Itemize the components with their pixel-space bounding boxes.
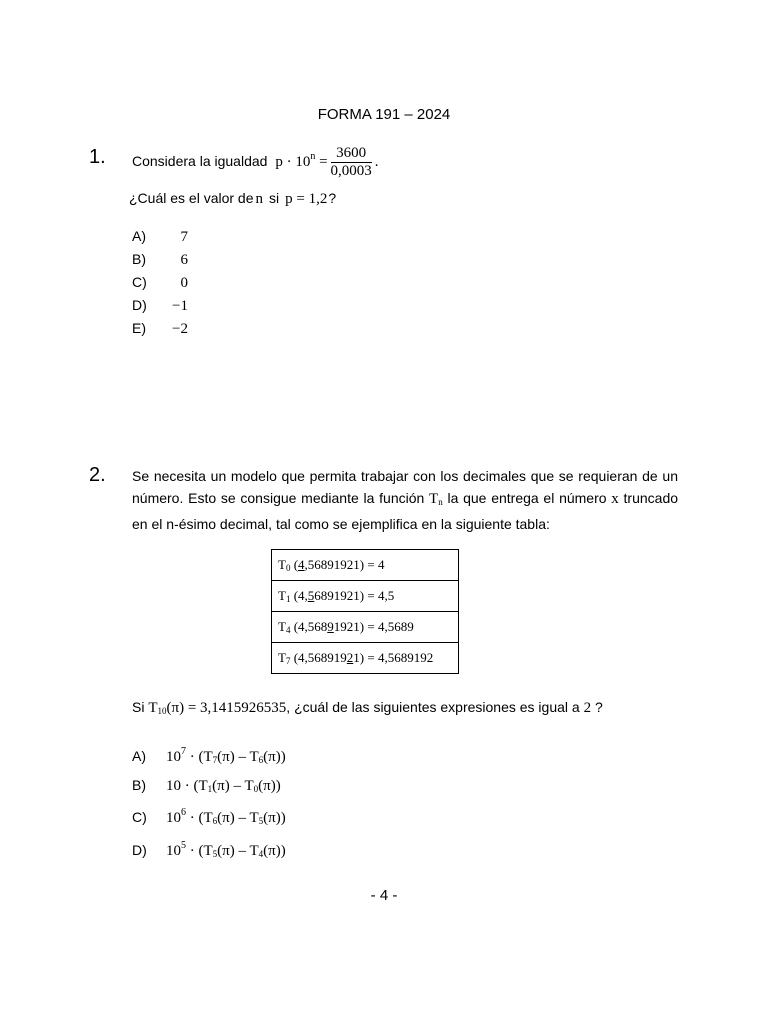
q1-option-c[interactable] xyxy=(132,274,188,292)
q2-given-question-mark: ? xyxy=(594,699,603,715)
q2-option-c[interactable] xyxy=(132,807,286,827)
q1-fraction xyxy=(331,145,372,180)
table-cell: $T_1$ (4,56891921) = 4,5 xyxy=(272,581,459,612)
q2-paragraph-text-c: truncado en el n-ésimo decimal, tal como se ejemplifica en la siguiente tabla: xyxy=(132,490,679,532)
option-value: 6 xyxy=(180,252,188,268)
q2-T-letter: T xyxy=(429,491,439,507)
q1-option-b[interactable] xyxy=(132,251,188,269)
q2-given-two: 2 xyxy=(583,700,592,716)
option-value: −2 xyxy=(172,321,188,337)
q2-given-T: T xyxy=(148,700,158,716)
q1-question-p-value: p = 1,2 xyxy=(285,191,328,207)
q1-intro-text: Considera la igualdad xyxy=(132,152,268,169)
q1-fraction-denominator: 0,0003 xyxy=(330,163,372,179)
q2-option-a[interactable] xyxy=(132,746,286,766)
option-expression: $10^5 \cdot (T_5(\pi) - T_4(\pi))$ xyxy=(166,840,286,859)
q1-period: . xyxy=(374,153,379,170)
underlined-digit: 4 xyxy=(298,557,305,572)
question-2-paragraph xyxy=(132,465,678,535)
q1-exponent-n: n xyxy=(310,150,316,162)
question-1-question xyxy=(129,190,336,208)
q1-option-d[interactable] xyxy=(132,297,188,315)
q2-var-x: x xyxy=(611,491,619,507)
page-header: FORMA 191 – 2024 xyxy=(317,106,451,123)
q1-equals: = xyxy=(315,153,328,170)
q1-times-ten: · 10 xyxy=(282,153,311,170)
table-row xyxy=(272,612,459,643)
q2-paragraph-text-b: la que entrega el número xyxy=(447,490,607,506)
question-1-statement xyxy=(132,145,379,180)
option-label: E) xyxy=(132,320,146,336)
q1-var-p: p xyxy=(275,153,283,170)
q2-given-si: Si xyxy=(132,699,145,715)
option-expression: $10^7 \cdot (T_7(\pi) - T_6(\pi))$ xyxy=(166,746,286,765)
option-value: 7 xyxy=(180,229,188,245)
q1-fraction-numerator: 3600 xyxy=(331,145,372,163)
question-1-number: 1. xyxy=(89,146,106,168)
option-value: 0 xyxy=(180,275,188,291)
q1-question-text-b: si xyxy=(269,190,280,206)
underlined-digit: 2 xyxy=(346,650,354,665)
option-label: D) xyxy=(132,842,147,858)
option-label: B) xyxy=(132,251,146,267)
table-cell: $T_0$ (4,56891921) = 4 xyxy=(272,550,459,581)
option-label: D) xyxy=(132,297,147,313)
q1-equation xyxy=(271,145,379,179)
q2-option-b[interactable] xyxy=(132,775,281,795)
truncation-table xyxy=(271,549,459,674)
table-row xyxy=(272,581,459,612)
option-label: A) xyxy=(132,228,146,244)
option-label: C) xyxy=(132,274,147,290)
q2-function-T xyxy=(429,491,443,507)
question-2-given xyxy=(132,699,603,717)
table-row xyxy=(272,643,459,674)
q2-given-question: , ¿cuál de las siguientes expresiones es igual a xyxy=(286,699,580,715)
page-number: - 4 - xyxy=(370,887,398,904)
q2-given-value: (π) = 3,1415926535 xyxy=(166,700,287,716)
q2-T-subscript: n xyxy=(438,497,443,507)
option-expression: $10 \cdot (T_1(\pi) - T_0(\pi))$ xyxy=(166,778,281,794)
underlined-digit: 5 xyxy=(307,588,315,603)
q2-option-d[interactable] xyxy=(132,840,286,860)
option-value: −1 xyxy=(172,298,188,314)
option-label: A) xyxy=(132,748,146,764)
table-cell: $T_7$ (4,56891921) = 4,5689192 xyxy=(272,643,459,674)
question-2-number: 2. xyxy=(89,464,106,486)
option-label: B) xyxy=(132,777,146,793)
q1-question-text-a: ¿Cuál es el valor de xyxy=(129,190,254,206)
q1-question-var-n: n xyxy=(255,191,264,207)
table-row xyxy=(272,550,459,581)
option-expression: $10^6 \cdot (T_6(\pi) - T_5(\pi))$ xyxy=(166,807,286,826)
q2-paragraph-text-a: Se necesita un modelo que permita trabajar con los decimales que se requieran de un número. Esto se consigue mediante la función xyxy=(132,468,678,506)
underlined-digit: 9 xyxy=(327,619,334,634)
q1-question-mark: ? xyxy=(328,190,337,206)
q2-given-subscript: 10 xyxy=(157,706,167,716)
q1-option-e[interactable] xyxy=(132,320,188,338)
option-label: C) xyxy=(132,809,147,825)
table-cell: $T_4$ (4,56891921) = 4,5689 xyxy=(272,612,459,643)
q2-given-expression xyxy=(148,700,286,716)
q1-option-a[interactable] xyxy=(132,228,188,246)
